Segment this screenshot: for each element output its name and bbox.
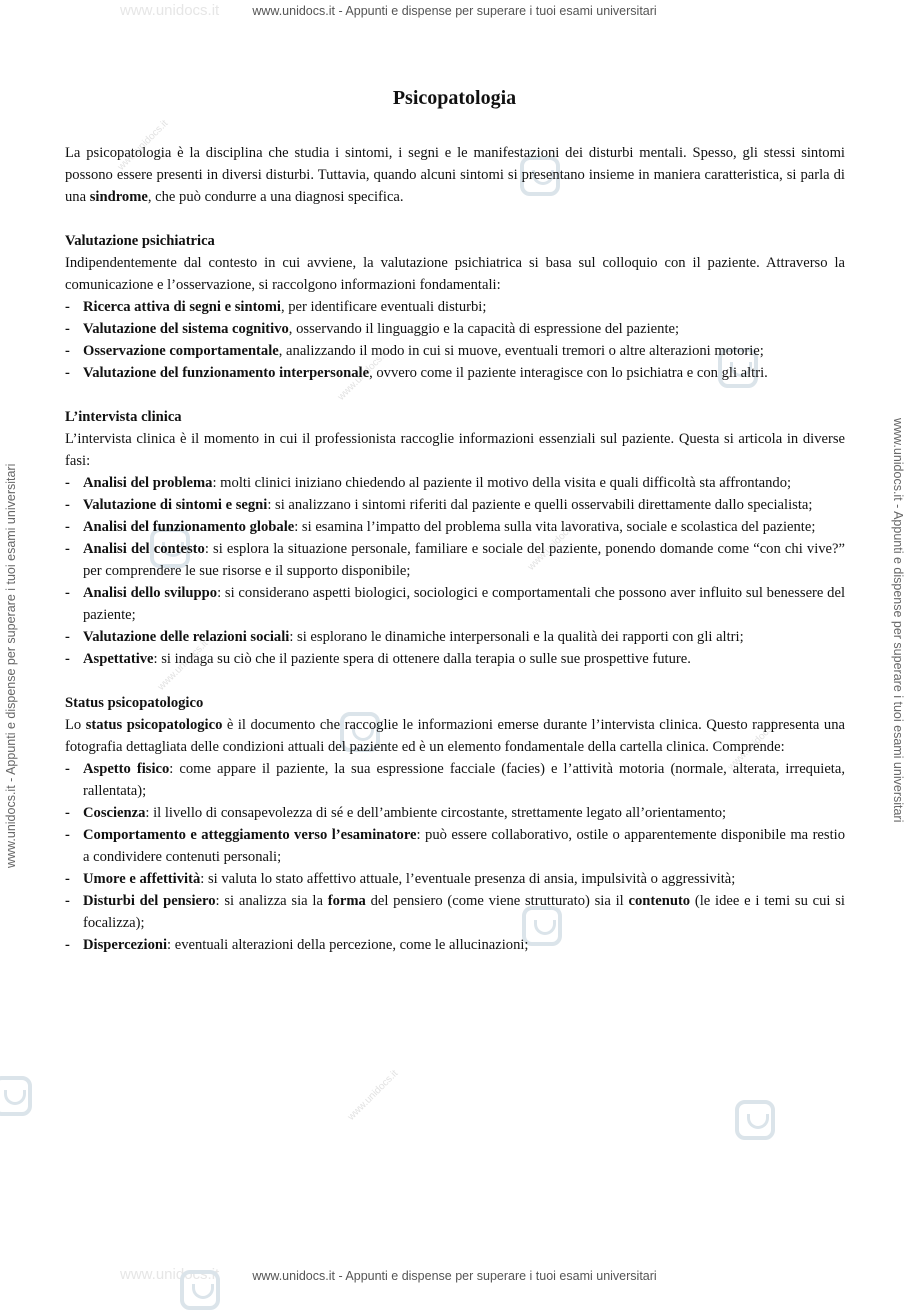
list-item: - Analisi del contesto: si esplora la situazione personale, familiare e sociale del paziente, ponendo domande come “con chi vive?” per comprendere le sue risorse e il supporto disponibile; — [65, 538, 845, 582]
list-item: - Aspetto fisico: come appare il paziente, la sua espressione facciale (facies) e l’attività motoria (normale, alterata, irrequieta, rallentata); — [65, 758, 845, 802]
watermark-text: www.unidocs.it — [725, 718, 781, 773]
watermark-text: www.unidocs.it — [335, 348, 391, 403]
watermark-text: www.unidocs.it — [115, 118, 171, 173]
unidocs-logo-icon — [0, 1076, 32, 1116]
unidocs-logo-icon — [735, 1100, 775, 1140]
watermark-text: www.unidocs.it — [525, 518, 581, 573]
list-item: - Analisi dello sviluppo: si considerano aspetti biologici, sociologici e comportamentali che possono aver influito sul benessere del paziente; — [65, 582, 845, 626]
bottom-banner: www.unidocs.it - Appunti e dispense per superare i tuoi esami universitari — [252, 1269, 657, 1283]
watermark-text: www.unidocs.it — [155, 638, 211, 693]
list-item: - Valutazione delle relazioni sociali: si esplorano le dinamiche interpersonali e la qualità dei rapporti con gli altri; — [65, 626, 845, 648]
top-ghost-watermark: www.unidocs.it — [120, 2, 220, 19]
page-title: Psicopatologia — [392, 87, 517, 109]
list-item: - Valutazione del funzionamento interpersonale, ovvero come il paziente interagisce con lo psichiatra e con gli altri. — [65, 362, 845, 384]
list-item: - Umore e affettività: si valuta lo stato affettivo attuale, l’eventuale presenza di ansia, impulsività o aggressività; — [65, 868, 845, 890]
list-item: - Aspettative: si indaga su ciò che il paziente spera di ottenere dalla terapia o sulle sue prospettive future. — [65, 648, 845, 670]
list-item: - Valutazione di sintomi e segni: si analizzano i sintomi riferiti dal paziente e quelli osservabili direttamente dallo specialista; — [65, 494, 845, 516]
section-paragraph: Indipendentemente dal contesto in cui avviene, la valutazione psichiatrica si basa sul colloquio con il paziente. Attraverso la comunicazione e l’osservazione, si raccolgono informazioni fondamentali: — [65, 255, 845, 293]
bold-term: sindrome — [89, 189, 148, 205]
list-item: - Analisi del problema: molti clinici iniziano chiedendo al paziente il motivo della visita e quali difficoltà sta affrontando; — [65, 472, 845, 494]
list-item: - Dispercezioni: eventuali alterazioni della percezione, come le allucinazioni; — [65, 934, 845, 956]
list-item: - Osservazione comportamentale, analizzando il modo in cui si muove, eventuali tremori o altre alterazioni motorie; — [65, 340, 845, 362]
bullet-list — [65, 472, 845, 670]
section-heading: L’intervista clinica — [65, 409, 182, 425]
list-item: - Analisi del funzionamento globale: si esamina l’impatto del problema sulla vita lavorativa, sociale e scolastica del paziente; — [65, 516, 845, 538]
list-item: - Ricerca attiva di segni e sintomi, per identificare eventuali disturbi; — [65, 296, 845, 318]
list-item: - Comportamento e atteggiamento verso l’esaminatore: può essere collaborativo, ostile o apparentemente disponibile ma restio a condividere contenuti personali; — [65, 824, 845, 868]
watermark-text: www.unidocs.it — [345, 1068, 401, 1123]
list-item: - Coscienza: il livello di consapevolezza di sé e dell’ambiente circostante, strettamente legato all’orientamento; — [65, 802, 845, 824]
top-banner: www.unidocs.it - Appunti e dispense per superare i tuoi esami universitari — [252, 4, 657, 18]
section-paragraph: Lo status psicopatologico è il documento che raccoglie le informazioni emerse durante l’intervista clinica. Questo rappresenta una fotografia dettagliata delle condizioni attuali del paziente ed è un elemento fondamentale della cartella clinica. Comprende: — [65, 717, 845, 755]
list-item: - Disturbi del pensiero: si analizza sia la forma del pensiero (come viene strutturato) sia il contenuto (le idee e i temi su cui si focalizza); — [65, 890, 845, 934]
bullet-list — [65, 296, 845, 384]
bottom-ghost-watermark: www.unidocs.it — [120, 1266, 220, 1283]
right-side-banner: www.unidocs.it - Appunti e dispense per superare i tuoi esami universitari — [891, 418, 905, 823]
section-paragraph: L’intervista clinica è il momento in cui il professionista raccoglie informazioni essenziali sul paziente. Questa si articola in diverse fasi: — [65, 431, 845, 469]
list-item: - Valutazione del sistema cognitivo, osservando il linguaggio e la capacità di espressione del paziente; — [65, 318, 845, 340]
section-heading: Valutazione psichiatrica — [65, 233, 215, 249]
left-side-banner: www.unidocs.it - Appunti e dispense per superare i tuoi esami universitari — [4, 463, 18, 868]
section-heading: Status psicopatologico — [65, 695, 204, 711]
bullet-list — [65, 758, 845, 956]
document-body — [65, 142, 845, 956]
intro-paragraph: La psicopatologia è la disciplina che studia i sintomi, i segni e le manifestazioni dei disturbi mentali. Spesso, gli stessi sintomi possono essere presenti in diversi disturbi. Tuttavia, quando alcuni sintomi si presentano insieme in maniera caratteristica, si parla di una sindrome, che può condurre a una diagnosi specifica. — [65, 145, 845, 205]
